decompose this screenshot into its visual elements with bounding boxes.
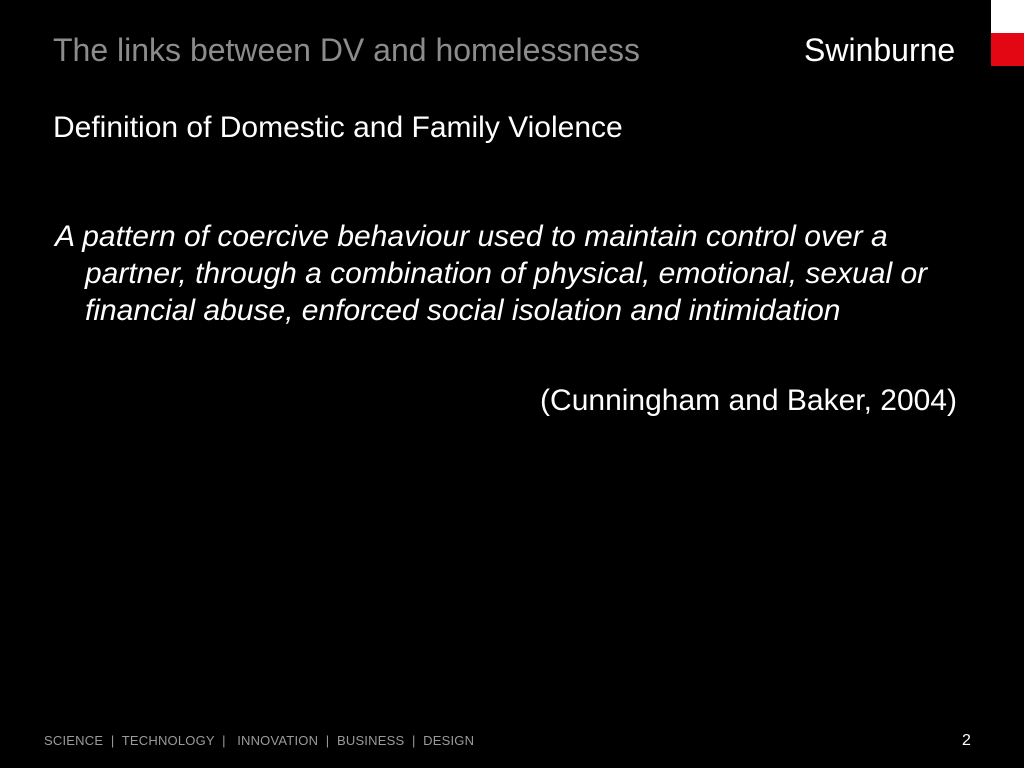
page-number: 2 — [962, 732, 971, 749]
citation: (Cunningham and Baker, 2004) — [540, 384, 957, 417]
brand-name: Swinburne — [804, 32, 956, 68]
slide-subtitle: Definition of Domestic and Family Violence — [53, 111, 623, 144]
footer-tagline: SCIENCE | TECHNOLOGY | INNOVATION | BUSINESS | DESIGN — [44, 733, 475, 748]
logo-white-square — [991, 0, 1024, 33]
logo-red-square — [991, 33, 1024, 66]
slide-title: The links between DV and homelessness — [53, 32, 640, 68]
definition-text: A pattern of coercive behaviour used to maintain control over a partner, through a combination of physical, emotional, sexual or financial abuse, enforced social isolation and intimidation — [55, 220, 928, 327]
swinburne-logo — [991, 0, 1024, 66]
